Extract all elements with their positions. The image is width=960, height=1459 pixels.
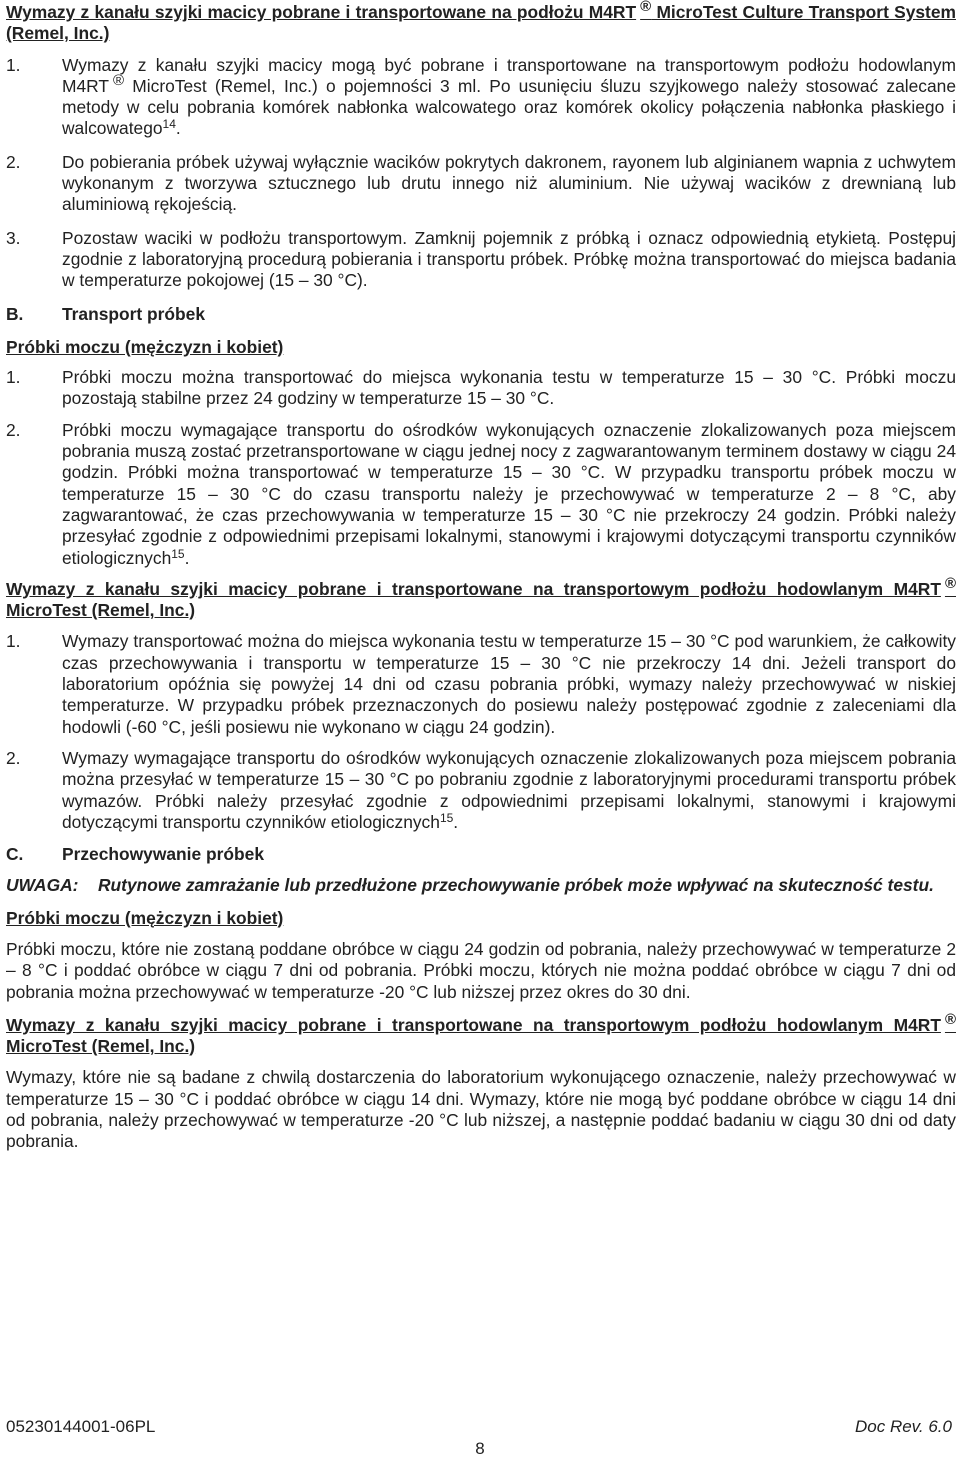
page-number: 8 [475,1439,485,1458]
urine-heading-2: Próbki moczu (mężczyzn i kobiet) [6,907,284,928]
culture-transport-heading: Wymazy z kanału szyjki macicy pobrane i transportowane na podłożu M4RT ® MicroTest Culture Transport System (Remel, Inc.) [6,0,956,44]
urine-item-1: 1. Próbki moczu można transportować do miejsca wykonania testu w temperaturze 15 – 30 °C. Próbki moczu pozostają stabilne przez 24 godziny w temperaturze 15 – 30 °C. [6,367,956,409]
section-b-heading: B. Transport próbek [6,303,206,324]
swab-storage-text: Wymazy, które nie są badane z chwilą dostarczenia do laboratorium wykonującego oznaczenie, należy przechowywać w temperaturze 15 – 30 °C i poddać obróbce w ciągu 14 dni. Wymazy, które nie mogą być poddane obróbce w ciągu 14 dni od pobrania, należy przechowywać w temperaturze -20 °C lub niższej, a następnie poddać badaniu w ciągu 30 dni od daty pobrania. [6,1067,956,1152]
urine-heading-1: Próbki moczu (mężczyzn i kobiet) [6,336,284,357]
swab-storage-heading: Wymazy z kanału szyjki macicy pobrane i transportowane na transportowym podłożu hodowlanym M4RT ® MicroTest (Remel, Inc.) [6,1010,956,1057]
culture-item-1: 1. Wymazy z kanału szyjki macicy mogą być pobrane i transportowane na transportowym podłożu hodowlanym M4RT ® MicroTest (Remel, Inc.) o pojemności 3 ml. Po usunięciu śluzu szyjkowego należy stosować zalecane metody w celu pobrania komórek nabłonka walcowatego oraz komórek okolicy połączenia nabłonka płaskiego i walcowatego$^{14}$. [6,54,956,139]
note: UWAGA: Rutynowe zamrażanie lub przedłużone przechowywanie próbek może wpływać na skuteczność testu. [6,875,934,896]
culture-item-3: 3. Pozostaw waciki w podłożu transportowym. Zamknij pojemnik z próbką i oznacz odpowiednią etykietą. Postępuj zgodnie z laboratoryjną procedurą pobierania i transportu próbek. Próbkę można transportować do miejsca badania w temperaturze pokojowej (15 – 30 °C). [6,227,956,291]
swab-item-1: 1. Wymazy transportować można do miejsca wykonania testu w temperaturze 15 – 30 °C pod warunkiem, że całkowity czas przechowywania i transportu w temperaturze 15 – 30 °C nie przekroczy 14 dni. Jeżeli transport do laboratorium opóźnia się powyżej 14 dni od czasu pobrania próbki, wymazy należy przechowywać w niskiej temperaturze. W przypadku próbek przeznaczonych do posiewu należy postępować zgodnie z zaleceniami dla hodowli (-60 °C, jeśli posiewu nie wykonano w ciągu 24 godzin). [6,631,956,737]
swab-item-2: 2. Wymazy wymagające transportu do ośrodków wykonujących oznaczenie zlokalizowanych poza miejscem pobrania można przesyłać w temperaturze 15 – 30 °C po pobraniu zgodnie z laboratoryjnymi procedurami transportu próbek wymazów. Próbki należy przesyłać zgodnie z odpowiednimi przepisami lokalnymi, stanowymi i krajowymi dotyczącymi transportu czynników etiologicznych$^{15}$. [6,747,956,832]
page-footer [6,1416,952,1436]
urine-item-2: 2. Próbki moczu wymagające transportu do ośrodków wykonujących oznaczenie zlokalizowanych poza miejscem pobrania muszą zostać przetransportowane w ciągu jednej nocy z zagwarantowanym terminem dostawy w ciągu 24 godzin. Próbki można transportować w temperaturze 15 – 30 °C. W przypadku transportu próbek moczu w temperaturze 15 – 30 °C do czasu transportu należy je przechowywać w temperaturze 2 – 8 °C, aby zagwarantować, że czas przechowywania w temperaturze 15 – 30 °C nie przekroczy 24 godzin. Próbki należy przesyłać zgodnie z odpowiednimi przepisami lokalnymi, stanowymi i krajowymi dotyczącymi transportu czynników etiologicznych$^{15}$. [6,419,956,568]
culture-item-2: 2. Do pobierania próbek używaj wyłącznie wacików pokrytych dakronem, rayonem lub alginianem wapnia z uchwytem wykonanym z tworzywa sztucznego lub drutu innego niż aluminium. Nie używaj wacików z drewnianą lub aluminiową rękojeścią. [6,151,956,215]
urine-storage-text: Próbki moczu, które nie zostaną poddane obróbce w ciągu 24 godzin od pobrania, należy przechowywać w temperaturze 2 – 8 °C i poddać obróbce w ciągu 7 dni od pobrania. Próbki moczu, których nie można poddać obróbce w ciągu 7 dni od pobrania można przechowywać w temperaturze -20 °C lub niższej przez okres do 30 dni. [6,938,956,1002]
swab-transport-heading: Wymazy z kanału szyjki macicy pobrane i transportowane na transportowym podłożu hodowlanym M4RT ® MicroTest (Remel, Inc.) [6,574,956,621]
doc-number: 05230144001-06PL [6,1417,156,1436]
doc-revision: Doc Rev. 6.0 [854,1417,952,1436]
document-content [6,2,956,1153]
section-c-heading: C. Przechowywanie próbek [6,844,264,865]
